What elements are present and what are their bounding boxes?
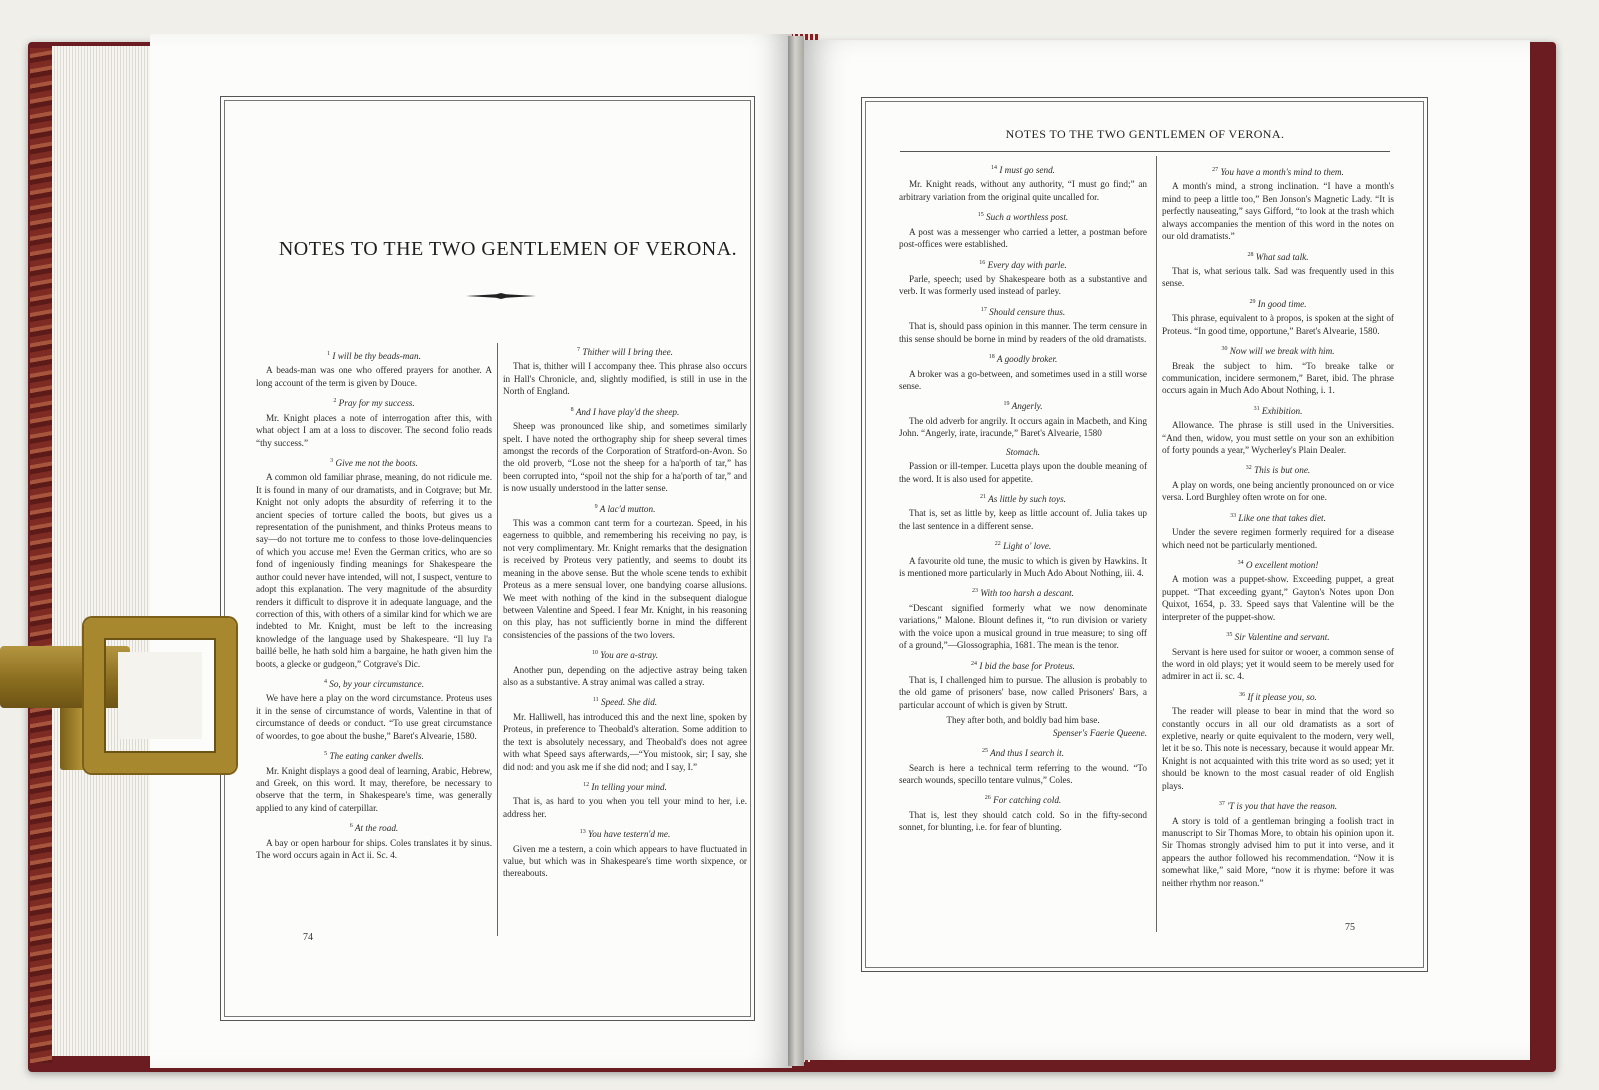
footnote-lemma: If it please you, so.	[1247, 691, 1317, 702]
footnote	[1162, 462, 1394, 503]
left-column-2	[503, 338, 747, 883]
footnote	[899, 585, 1147, 651]
column-divider	[497, 343, 498, 936]
footnote-text: That is, should pass opinion in this manner. The term censure in this sense should be borne in mind by readers of the old dramatists.	[899, 321, 1147, 344]
footnote-heading	[256, 348, 492, 362]
footnote-number: 2	[333, 398, 337, 405]
footnote-lemma: Angerly.	[1011, 401, 1043, 412]
footnote-heading	[1162, 403, 1394, 417]
footnote-heading	[899, 446, 1147, 458]
footnote-number: 15	[977, 212, 984, 219]
footnote	[899, 538, 1147, 579]
footnote-number: 26	[984, 795, 991, 802]
footnote-heading	[1162, 462, 1394, 476]
page-number: 74	[303, 932, 313, 943]
footnote-lemma: I must go send.	[999, 165, 1055, 176]
footnote	[1162, 403, 1394, 457]
footnote-number: 24	[971, 660, 978, 667]
footnote	[1162, 249, 1394, 290]
footnote	[899, 351, 1147, 392]
footnote-text: “Descant signified formerly what we now denominate variations,” Malone. Blount defines it, “to run division or variety with the voice upon a musical ground in true measure; to sing off of a ground,”—Glossographia, 1681. The mean is the tenor.	[899, 602, 1147, 651]
footnote-lemma: As little by such toys.	[988, 493, 1066, 504]
footnote-number: 4	[323, 678, 327, 685]
footnote-lemma: So, by your circumstance.	[329, 679, 425, 689]
footnote-text: Search is here a technical term referring to the wound. “To search wounds, specillo tentare vulnus,” Coles.	[899, 762, 1147, 785]
footnote	[1162, 296, 1394, 337]
footnote-number: 29	[1249, 298, 1256, 305]
footnote-number: 16	[979, 259, 986, 266]
footnote-lemma: A goodly broker.	[996, 354, 1058, 365]
footnote-heading	[899, 538, 1147, 552]
footnote-heading	[1162, 164, 1394, 178]
footnote-lemma: Light o' love.	[1003, 541, 1052, 552]
footnote-number: 31	[1253, 405, 1260, 412]
footnote	[256, 395, 492, 449]
footnote-number: 1	[327, 351, 331, 357]
footnote-number: 14	[991, 165, 998, 171]
footnote-heading	[1162, 798, 1394, 812]
footnote-number: 35	[1226, 632, 1233, 639]
footnote-text: A motion was a puppet-show. Exceeding puppet, a great puppet. “That exceeding gyant,” Gayton's Notes upon Don Quixot, 1654, p. 33. Speed says that Valentine will be the interpreter of the puppet-show.	[1162, 574, 1394, 622]
footnote-lemma: Should censure thus.	[989, 306, 1066, 317]
footnote-lemma: What sad talk.	[1255, 251, 1309, 262]
footnote	[503, 501, 747, 642]
footnote-lemma: Such a worthless post.	[986, 212, 1069, 223]
footnote-text: Another pun, depending on the adjective astray being taken also as a substantive. A stray animal was called a stray.	[503, 664, 747, 687]
footnote-lemma: You are a-stray.	[600, 650, 659, 661]
footnote-lemma: This is but one.	[1254, 465, 1311, 476]
footnote-text: A broker was a go-between, and sometimes used in a still worse sense.	[899, 368, 1147, 391]
footnote	[503, 647, 747, 688]
page-number: 75	[1345, 922, 1355, 933]
footnote-lemma: Pray for my success.	[338, 398, 415, 409]
footnote-heading	[899, 398, 1147, 412]
footnote-number: 21	[980, 493, 987, 500]
footnote-heading	[503, 694, 747, 708]
footnote-text: A story is told of a gentleman bringing a foolish tract in manuscript to Sir Thomas More, to obtain his opinion upon it. Sir Thomas strongly advised him to put it into verse, and it appears the author followed his recommendation. “Now it is somewhat like,” said More, “now it is rhyme: before it was neither rhythm nor reason.”	[1162, 815, 1394, 888]
footnote-heading	[1162, 557, 1394, 571]
footnote-lemma: Give me not the boots.	[335, 458, 418, 469]
marbled-edge	[30, 48, 52, 1063]
footnote-text: Servant is here used for suitor or wooer, a common sense of the word in old plays; yet it would seem to be merely used for admirer in act ii. sc. 4.	[1162, 646, 1394, 682]
footnote-number: 5	[324, 751, 328, 758]
footnote-text: Mr. Knight displays a good deal of learning, Arabic, Hebrew, and Greek, on this word. It may, therefore, be necessary to observe that the term, in Shakespeare's time, was generally applied to any kind of caterpillar.	[256, 765, 492, 813]
footnote-number: 27	[1212, 167, 1219, 173]
footnote-number: 32	[1245, 465, 1252, 472]
footnote-heading	[899, 257, 1147, 271]
footnote-lemma: Exhibition.	[1261, 405, 1303, 416]
footnote-heading	[1162, 343, 1394, 357]
footnote	[899, 658, 1147, 740]
footnote-heading	[503, 501, 747, 515]
footnote-lemma: At the road.	[354, 823, 399, 834]
footnote-number: 12	[583, 781, 590, 788]
footnote-text: Mr. Knight reads, without any authority, “I must go find;” an arbitrary variation from the original quite uncalled for.	[899, 179, 1147, 202]
footnote-number: 23	[972, 588, 979, 595]
footnote-heading	[899, 745, 1147, 759]
footnote-heading	[1162, 296, 1394, 310]
footnote-text: That is, what serious talk. Sad was frequently used in this sense.	[1162, 265, 1394, 289]
footnote-heading	[503, 647, 747, 661]
footnote-heading	[256, 676, 492, 690]
footnote-lemma: O excellent motion!	[1245, 560, 1319, 571]
footnote-lemma: Every day with parle.	[987, 259, 1067, 270]
footnote-text: A post was a messenger who carried a letter, a postman before post-offices were established.	[899, 226, 1147, 250]
footnote-heading	[1162, 629, 1394, 643]
footnote-text: That is, lest they should catch cold. So in the fifty-second sonnet, for blunting, i.e. for fear of blunting.	[899, 809, 1147, 833]
footnote-number: 19	[1003, 401, 1010, 408]
footnote-text: A favourite old tune, the music to which is given by Hawkins. It is mentioned more particularly in Much Ado About Nothing, iii. 4.	[899, 555, 1147, 579]
footnote-heading	[256, 748, 492, 762]
footnote-heading	[503, 404, 747, 418]
footnote-lemma: And thus I search it.	[990, 748, 1065, 759]
footnote	[503, 344, 747, 398]
page-edges	[52, 46, 152, 1056]
footnote-number: 17	[980, 306, 987, 313]
footnote-lemma: Speed. She did.	[600, 697, 658, 708]
footnote-lemma: I bid the base for Proteus.	[979, 660, 1075, 671]
footnote-lemma: The eating canker dwells.	[329, 751, 424, 762]
header-rule	[900, 151, 1390, 152]
footnote	[899, 745, 1147, 786]
footnote-heading	[503, 344, 747, 358]
footnote-text: A bay or open harbour for ships. Coles translates it by sinus. The word occurs again in Act ii. Sc. 4.	[256, 837, 492, 860]
footnote	[503, 404, 747, 495]
footnote-heading	[899, 585, 1147, 599]
footnote-text: Allowance. The phrase is still used in the Universities. “And then, widow, you must settle on your son an exhibition of forty pounds a year,” Wycherley's Plain Dealer.	[1162, 420, 1394, 456]
footnote-heading	[899, 351, 1147, 365]
footnote-lemma: I will be thy beads-man.	[332, 351, 421, 362]
footnote-heading	[899, 658, 1147, 672]
footnote-number: 36	[1239, 691, 1246, 698]
footnote-heading	[256, 820, 492, 834]
footnote	[1162, 557, 1394, 623]
footnote-text: The old adverb for angrily. It occurs again in Macbeth, and King John. “Angerly, irate, iracunde,” Baret's Alvearie, 1580	[899, 415, 1147, 439]
footnote	[256, 676, 492, 742]
footnote-number: 10	[591, 650, 598, 657]
column-divider	[1156, 156, 1157, 932]
footnote	[1162, 510, 1394, 551]
footnote-number: 33	[1230, 512, 1237, 519]
title-ornament	[466, 293, 536, 299]
footnote-text: Mr. Halliwell, has introduced this and the next line, spoken by Proteus, in preference to Theobald's alteration. Some addition to the text is absolutely necessary, and Theobald's does not agree with what Speed says afterwards,—“You mistook, sir; I say, she did nod: and you ask me if she did nod; and I say, I.”	[503, 711, 747, 772]
footnote-lemma: 'T is you that have the reason.	[1227, 801, 1338, 812]
footnote-heading	[1162, 510, 1394, 524]
footnote	[899, 162, 1147, 203]
footnote	[1162, 343, 1394, 397]
footnote	[899, 398, 1147, 439]
footnote-lemma: In telling your mind.	[591, 781, 667, 792]
footnote	[503, 779, 747, 820]
footnote	[1162, 629, 1394, 683]
brass-clasp[interactable]	[84, 618, 236, 773]
footnote-heading	[899, 304, 1147, 318]
footnote-number: 25	[981, 748, 988, 755]
footnote-number: 6	[349, 823, 353, 830]
footnote	[899, 257, 1147, 298]
footnote	[256, 455, 492, 670]
footnote-number: 22	[994, 541, 1001, 548]
footnote-lemma: For catching cold.	[993, 795, 1062, 806]
footnote-text: Mr. Knight places a note of interrogation after this, with what object I am at a loss to discover. The second folio reads “thy success.”	[256, 412, 492, 448]
footnote-lemma: Thither will I bring thee.	[582, 347, 673, 358]
footnote	[899, 792, 1147, 833]
footnote-number: 28	[1247, 251, 1254, 258]
footnote-number: 8	[570, 406, 574, 413]
footnote-text: That is, I challenged him to pursue. The allusion is probably to the old game of prisoners' base, now called Prisoners' Bars, a particular account of which is given by Strutt.	[899, 675, 1147, 710]
footnote-heading	[899, 162, 1147, 176]
footnote-text: This phrase, equivalent to à propos, is spoken at the sight of Proteus. “In good time, opportune,” Baret's Alvearie, 1580.	[1162, 313, 1394, 336]
footnote-lemma: With too harsh a descant.	[980, 588, 1074, 599]
footnote-lemma: A lac'd mutton.	[599, 503, 656, 514]
footnote-lemma: You have testern'd me.	[588, 829, 671, 840]
footnote	[256, 820, 492, 861]
footnote-text: A month's mind, a strong inclination. “I have a month's mind to peep a little too,” Ben Jonson's Magnetic Lady. “It is perfectly nauseating,” says Gifford, “to look at the trash which always accompanies the mention of this word in the notes on our old dramatists.”	[1162, 181, 1394, 242]
footnote-text: This was a common cant term for a courtezan. Speed, in his eagerness to quibble, and remembering his receiving no pay, is not very complimentary. Mr. Knight remarks that the designation is received by Proteus very patiently, and seems to doubt its meaning in the above sense. But the whole scene tends to exhibit Proteus as a mere sensual lover, one bandying coarse allusions. We meet with nothing of the kind in the subsequent dialogue between Valentine and Speed. I fear Mr. Knight, in his reasoning on this play, has not sufficiently borne in mind the different consistencies of the passions of the two lovers.	[503, 518, 747, 640]
footnote	[503, 694, 747, 773]
quotation: They after both, and boldly bad him base.	[946, 715, 1100, 726]
footnote-number: 11	[592, 697, 599, 704]
footnote	[899, 209, 1147, 250]
footnote	[1162, 164, 1394, 243]
quotation-source: Spenser's Faerie Queene.	[1052, 727, 1147, 738]
footnote-lemma: Like one that takes diet.	[1238, 512, 1326, 523]
footnote-number: 34	[1237, 560, 1244, 566]
footnote	[899, 446, 1147, 485]
footnote-number: 9	[594, 503, 598, 510]
footnote-heading	[899, 209, 1147, 223]
footnote-text: The reader will please to bear in mind that the word so constantly occurs in all our old dramatists as a sort of expletive, nearly or quite equivalent to the modern, very well, let it be so. This note is necessary, because it would appear Mr. Knight is not acquainted with this trite word as so used; yet it should be known to the most casual reader of old English plays.	[1162, 706, 1394, 791]
footnote-text: A beads-man was one who offered prayers for another. A long account of the term is given by Douce.	[256, 365, 492, 388]
left-column-1	[256, 342, 492, 864]
footnote-text: A common old familiar phrase, meaning, do not ridicule me. It is found in many of our dramatists, and in Cotgrave; but Mr. Knight not only adopts the absurdity of referring it to the ancient species of torture called the boots, but gives us a representation of the punishment, and thinks Proteus means to say—do not torture me to confess to those love-delinquencies of which you accuse me! Even the German critics, who are so fond of ingeniously finding meanings for Shakespeare the author could never have intended, will not, I suspect, venture to adopt this explanation. The very magnitude of the absurdity renders it difficult to disprove it in adequate language, and the correction of this, with others of a similar kind for which we are indebted to Mr. Knight, must be left to the increasing knowledge of the language used by Shakespeare. “Il luy l'a baillé belle, he hath sold him a bargaine, he hath given him the boots, a glecke or gudgeon,” Cotgrave's Dic.	[256, 472, 492, 669]
footnote-heading	[899, 491, 1147, 505]
footnote-text: Break the subject to him. “To breake talke or communication, incidere sermonem,” Baret, ibid. The phrase occurs again in Much Ado About Nothing, i. 1.	[1162, 360, 1394, 396]
footnote-number: 37	[1218, 801, 1225, 808]
footnote-heading	[256, 455, 492, 469]
footnote-number: 3	[330, 457, 334, 464]
footnote-heading	[503, 779, 747, 793]
footnote-lemma: Stomach.	[1006, 446, 1040, 457]
footnote-heading	[1162, 249, 1394, 263]
footnote-lemma: In good time.	[1257, 298, 1307, 309]
footnote	[899, 491, 1147, 532]
footnote	[899, 304, 1147, 345]
footnote-number: 30	[1221, 346, 1228, 353]
page-title: NOTES TO THE TWO GENTLEMEN OF VERONA.	[278, 238, 738, 260]
running-header: NOTES TO THE TWO GENTLEMEN OF VERONA.	[1005, 127, 1285, 141]
footnote	[1162, 798, 1394, 889]
footnote-lemma: You have a month's mind to them.	[1220, 167, 1344, 178]
footnote-heading	[1162, 689, 1394, 703]
footnote-text: Given me a testern, a coin which appears to have fluctuated in value, but which was in Shakespeare's time worth sixpence, or thereabouts.	[503, 843, 747, 879]
footnote-text: That is, as hard to you when you tell your mind to her, i.e. address her.	[503, 796, 747, 819]
footnote-number: 18	[988, 354, 995, 361]
footnote-text: Parle, speech; used by Shakespeare both as a substantive and verb. It was formerly used instead of parley.	[899, 274, 1147, 297]
footnote-heading	[899, 792, 1147, 806]
footnote-lemma: Now will we break with him.	[1229, 346, 1335, 357]
footnote-text: Passion or ill-temper. Lucetta plays upon the double meaning of the word. It is also used for appetite.	[899, 461, 1147, 484]
footnote	[503, 826, 747, 880]
footnote-text: Under the severe regimen formerly required for a disease which need not be particularly mentioned.	[1162, 527, 1394, 550]
footnote	[256, 348, 492, 389]
right-column-1	[899, 156, 1147, 837]
book-gutter	[788, 36, 804, 1066]
right-column-2	[1162, 158, 1394, 892]
footnote-text: That is, thither will I accompany thee. This phrase also occurs in Hall's Chronicle, and, slightly modified, is still in use in the North of England.	[503, 361, 747, 397]
footnote-text: Sheep was pronounced like ship, and sometimes similarly spelt. I have noted the orthography ship for sheep several times amongst the records of the Corporation of Stratford-on-Avon. So the old proverb, “Lose not the sheep for a ha'porth of tar,” has been corrupted into, “spoil not the ship for a ha'porth of tar,” and is now usually understood in the latter sense.	[503, 421, 747, 494]
footnote-number: 13	[579, 829, 586, 836]
footnote-lemma: Sir Valentine and servant.	[1234, 632, 1330, 643]
footnote-lemma: And I have play'd the sheep.	[575, 406, 680, 417]
footnote-text: A play on words, one being anciently pronounced on or vice versa. Lord Burghley often wrote on for one.	[1162, 479, 1394, 503]
footnote	[256, 748, 492, 814]
footnote-number: 7	[577, 347, 581, 353]
footnote-heading	[503, 826, 747, 840]
footnote-heading	[256, 395, 492, 409]
footnote-text: That is, set as little by, keep as little account of. Julia takes up the last sentence in a different sense.	[899, 508, 1147, 531]
footnote	[1162, 689, 1394, 792]
footnote-text: We have here a play on the word circumstance. Proteus uses it in the sense of circumstance of words, Valentine in that of circumstance of deeds or conduct. “To use great circumstance of woordes, to goe about the bushe,” Baret's Alvearie, 1580.	[256, 693, 492, 741]
